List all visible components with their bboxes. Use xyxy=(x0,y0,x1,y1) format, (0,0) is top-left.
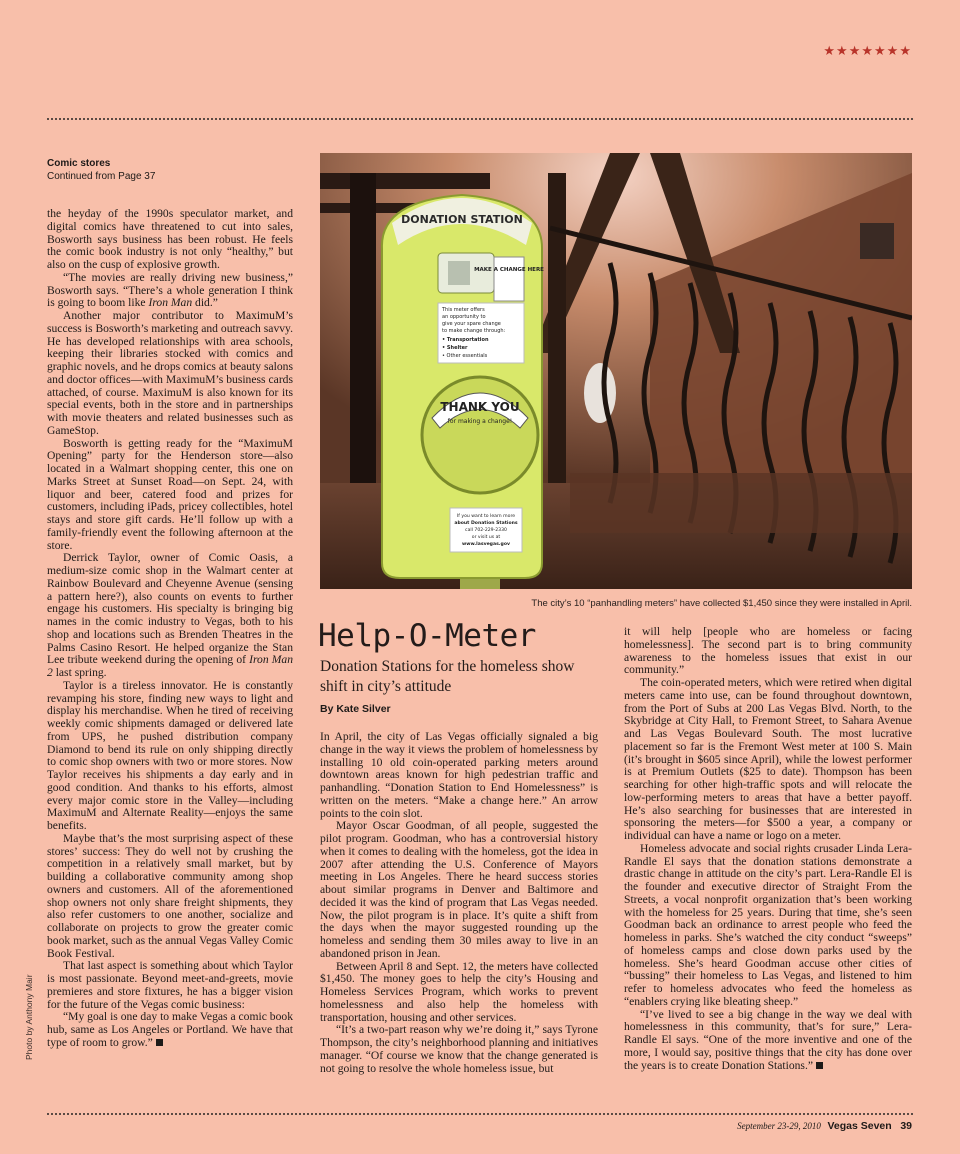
meter-window-label: MAKE A CHANGE HERE xyxy=(474,267,544,273)
article-headline: Help-O-Meter xyxy=(318,618,536,654)
paragraph: Another major contributor to MaximuM’s success is Bosworth’s marketing and outreach savvy. He has developed relationships with area schools, keeping their libraries stocked with comics and graphic novels, and he drops comics at beauty salons and doctor offices—with MaximuM’s business cards attached, of course. MaximuM is also known for its special events, both in the store and in partnerships with movie theaters and related businesses such as GameStop. xyxy=(47,309,293,437)
article-photo xyxy=(320,153,912,589)
paragraph: Between April 8 and Sept. 12, the meters have collected $1,450. The money goes to help the city’s Housing and Homeless Services Program, which works to prevent homelessness and also help the homeless with transportation, housing and other services. xyxy=(320,959,598,1024)
article-column-right xyxy=(624,626,912,1072)
meter-card-line: • Other essentials xyxy=(442,353,488,359)
paragraph: The coin-operated meters, which were retired when digital meters came into use, can be found throughout downtown, from the Port of Subs at 200 Las Vegas Blvd. North, to the Skybridge at City Hall, to Fremont Street, to Sahara Avenue and Las Vegas Boulevard South. The most lucrative placement so far is the Fremont West meter at 100 S. Main (it’s brought in $605 since April), while the lowest performer is at Premium Outlets ($25 to date). Thompson has been searching for other high-traffic spots and will relocate the low-performing meters to areas that have a better payoff. He’s also searching for businesses that are interested in sponsoring the meters—for $500 a year, a company or individual can have a name or logo on a meter. xyxy=(624,676,912,842)
movie-title: Iron Man 2 xyxy=(47,653,293,679)
bottom-divider xyxy=(47,1113,913,1115)
paragraph: In April, the city of Las Vegas officially signaled a big change in the way it views the problem of homelessness by installing 10 old coin-operated parking meters around downtown areas known for high pedestrian traffic and panhandling. “Donation Station to End Homelessness” is written on the meters. “Make a change here.” An arrow points to the coin slot. xyxy=(320,730,598,820)
paragraph: Bosworth is getting ready for the “MaximuM Opening” party for the Henderson store—also located in a Walmart shopping center, this one on Marks Street at Sunset Road—on Sept. 24, with liquor and beer, catered food and prizes for customers, including iPads, pricey collectibles, hotel stays and store gift cards. He’ll follow up with a family-friendly event the following afternoon at the store. xyxy=(47,436,293,552)
paragraph-text: last spring. xyxy=(52,666,107,679)
meter-info-line: about Donation Stations xyxy=(454,521,518,526)
meter-card-line: This meter offers xyxy=(442,307,485,313)
meter-info-line: call 702-229-2330 xyxy=(465,528,507,533)
kicker-continued: Continued from Page 37 xyxy=(47,171,156,182)
article-dek: Donation Stations for the homeless show shift in city’s attitude xyxy=(320,658,575,695)
meter-thankyou-sub: for making a change! xyxy=(447,418,513,425)
article-byline: By Kate Silver xyxy=(320,703,391,715)
paragraph-text: “I’ve lived to see a big change in the way we deal with homelessness in this community, that’s for sure,” Lera-Randle El says. “One of the more inventive and one of the more, I would say, positive things that the city has done over the years is to create Donation Stations.” xyxy=(624,1007,912,1072)
article-column-middle xyxy=(320,731,598,1075)
top-divider xyxy=(47,118,913,120)
meter-info-line: www.lasvegas.gov xyxy=(461,542,511,547)
paragraph-text: did.” xyxy=(192,296,218,310)
meter-card-line: an opportunity to xyxy=(442,314,486,320)
kicker-title: Comic stores xyxy=(47,158,111,169)
meter-info-line: If you want to learn more xyxy=(456,514,516,519)
end-mark-icon xyxy=(156,1039,163,1046)
paragraph-text: “The movies are really driving new business,” Bosworth says. “There’s a whole generation I think is going to boom like xyxy=(47,270,293,310)
donation-meter-illustration xyxy=(320,153,912,589)
photo-caption: The city’s 10 “panhandling meters” have collected $1,450 since they were installed in April. xyxy=(531,598,912,609)
page-footer xyxy=(737,1120,912,1132)
photo-credit: Photo by Anthony Mair xyxy=(24,974,34,1060)
meter-thankyou: THANK YOU xyxy=(440,400,520,414)
publication-name: Vegas Seven xyxy=(827,1120,892,1132)
meter-card-line: to make change through: xyxy=(442,328,506,334)
issue-date: September 23-29, 2010 xyxy=(737,1121,821,1131)
rating-stars: ★★★★★★★ xyxy=(823,44,912,59)
paragraph: it will help [people who are homeless or facing homelessness]. The second part is to bring community awareness to the homeless issues that exist in our community.” xyxy=(624,625,912,677)
paragraph: Mayor Oscar Goodman, of all people, suggested the pilot program. Goodman, who has a controversial history when it comes to dealing with the homeless, got the idea in 2007 after attending the U.S. Conference of Mayors meeting in Los Angeles. There he heard success stories about similar programs in Denver and Baltimore and decided it was the kind of program that Las Vegas needed. Now, the pilot program is in place. It’s quite a shift from the days when the mayor suggested rounding up the homeless and sending them 30 miles away to live in an abandoned prison in Jean. xyxy=(320,819,598,960)
meter-top-label: DONATION STATION xyxy=(401,213,523,226)
continuation-kicker xyxy=(47,157,155,183)
meter-card-line: • Shelter xyxy=(442,345,468,351)
paragraph-text: Derrick Taylor, owner of Comic Oasis, a medium-size comic shop in the Walmart center at Rainbow Boulevard and Cheyenne Avenue (sensing a pattern here?), also counts on events to further engage his customers. His specialty is bringing big names in the comic industry to Vegas, both to his shop and locations such as Brenden Theatres in the Palms Casino Resort. He helped organize the Stan Lee tribute weekend during the opening of xyxy=(47,551,293,667)
page-number: 39 xyxy=(900,1120,912,1132)
end-mark-icon xyxy=(816,1062,823,1069)
meter-card-line: • Transportation xyxy=(442,337,489,343)
paragraph xyxy=(47,552,293,680)
paragraph xyxy=(47,1011,293,1049)
paragraph: Homeless advocate and social rights crusader Linda Lera-Randle El says that the donation stations demonstrate a drastic change in attitude on the city’s part. Lera-Randle El is the founder and executive director of Straight From the Streets, a vocal nonprofit organization that’s been working with the homeless for 25 years. During that time, she’s seen Goodman back an ordinance to arrest people who feed the homeless in parks. She’s watched the city conduct “sweeps” of homeless camps and close down parks used by the homeless. She’s heard Goodman accuse other cities of “bussing” their homeless to Las Vegas, and listened to him refer to homeless advocates who feed the homeless as “enablers crying like bleating sheep.” xyxy=(624,841,912,1008)
paragraph: Maybe that’s the most surprising aspect of these stores’ success: They do well not by crushing the competition in a relatively small market, but by building a collaborative community among shop owners and customers. All of the aforementioned shop owners not only share freight shipments, they also refer customers to one another, socialize and collaborate on projects to grow the greater comic book market, such as the annual Vegas Valley Comic Book Festival. xyxy=(47,831,293,960)
paragraph xyxy=(624,1009,912,1073)
paragraph xyxy=(47,272,293,310)
paragraph-text: “My goal is one day to make Vegas a comic book hub, same as Los Angeles or Portland. We have that type of room to grow.” xyxy=(47,1010,293,1049)
paragraph: That last aspect is something about which Taylor is most passionate. Beyond meet-and-greets, movie premieres and store fixtures, he has a bigger vision for the future of the Vegas comic business: xyxy=(47,959,293,1011)
paragraph: Taylor is a tireless innovator. He is constantly revamping his store, finding new ways to light and display his merchandise. When he tired of receiving weekly comic shipments damaged or delivered late from UPS, he pushed distribution company Diamond to bend its rule on only shipping directly to comic shop owners with two or more stores. Now Taylor receives his shipments a day early and in good condition. And thanks to his efforts, almost every major comic store in the Valley—including MaximuM and Alternate Reality—enjoys the same benefits. xyxy=(47,678,293,832)
paragraph: “It’s a two-part reason why we’re doing it,” says Tyrone Thompson, the city’s neighborhood planning and initiatives manager. “Of course we know that the change generated is not going to resolve the whole homeless issue, but xyxy=(320,1023,598,1075)
paragraph: the heyday of the 1990s speculator market, and digital comics have threatened to cut into sales, Bosworth says business has been robust. He feels the comic book industry is not only “healthy,” but also on the cusp of explosive growth. xyxy=(47,207,293,271)
comic-stores-column xyxy=(47,208,293,1050)
meter-card-line: give your spare change xyxy=(442,321,501,327)
meter-info-line: or visit us at xyxy=(471,535,501,540)
movie-title: Iron Man xyxy=(148,296,193,310)
